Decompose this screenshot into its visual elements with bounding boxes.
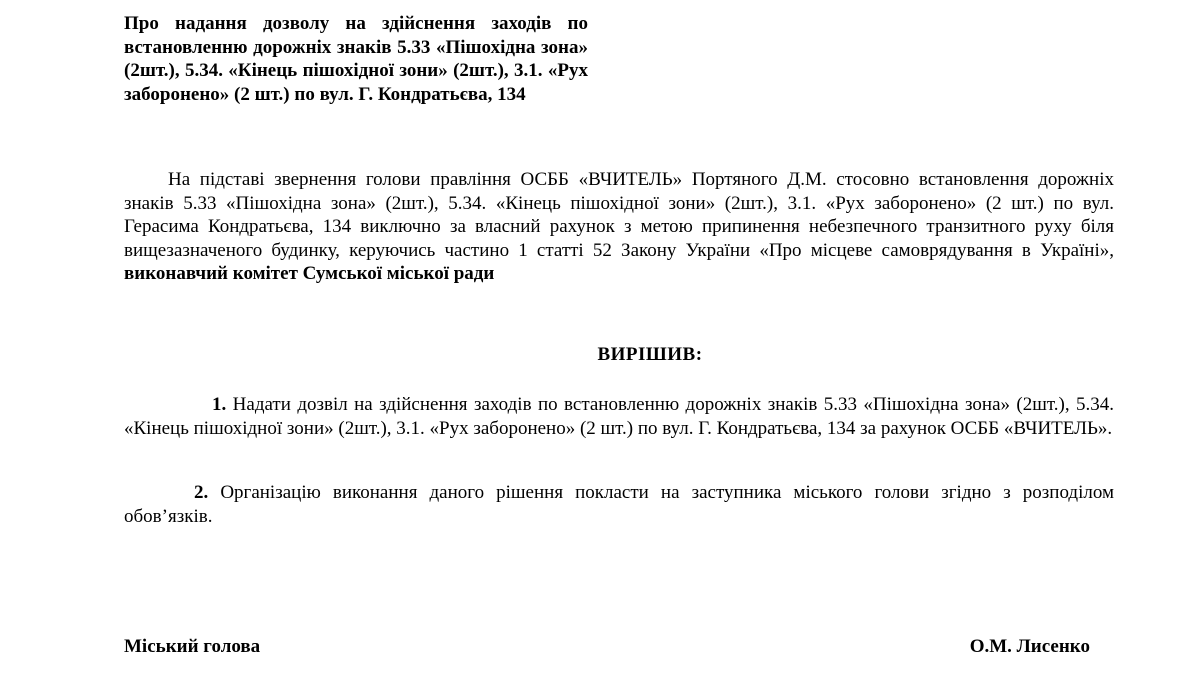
signature-block <box>124 636 1090 658</box>
preamble-authority: виконавчий комітет Сумської міської ради <box>124 263 495 284</box>
signature-name: О.М. Лисенко <box>969 636 1090 657</box>
decision-item-1-text: Надати дозвіл на здійснення заходів по встановленню дорожніх знаків 5.33 «Пішохідна зона» (2шт.), 5.34. «Кінець пішохідної зони» (2шт.), 3.1. «Рух заборонено» (2 шт.) по вул. Г. Кондратьєва, 134 за рахунок ОСББ «ВЧИТЕЛЬ». <box>124 394 1115 439</box>
decision-item-2 <box>124 481 1114 528</box>
preamble-text: На підставі звернення голови правління ОСББ «ВЧИТЕЛЬ» Портяного Д.М. стосовно встановлення дорожніх знаків 5.33 «Пішохідна зона» (2шт.), 5.34. «Кінець пішохідної зони» (2шт.), 3.1. «Рух заборонено» (2 шт.) по вул. Герасима Кондратьєва, 134 виключно за власний рахунок з метою припинення небезпечного транзитного руху біля вищезазначеного будинку, керуючись частино 1 статті 52 Закону України «Про місцеве самоврядування в Україні», <box>124 169 1114 261</box>
document-title: Про надання дозволу на здійснення заходів по встановленню дорожніх знаків 5.33 «Пішохідна зона» (2шт.), 5.34. «Кінець пішохідної зони» (2шт.), 3.1. «Рух заборонено» (2 шт.) по вул. Г. Кондратьєва, 134 <box>124 13 588 105</box>
decided-heading: ВИРІШИВ: <box>597 344 703 365</box>
preamble-paragraph <box>124 168 1114 286</box>
decision-item-1-number: 1. <box>212 394 227 415</box>
signature-position: Міський голова <box>124 636 261 657</box>
decision-item-1 <box>124 393 1114 440</box>
decision-item-2-text: Організацію виконання даного рішення покласти на заступника міського голови згідно з розподілом обов’язків. <box>124 482 1114 527</box>
decision-item-2-number: 2. <box>194 482 209 503</box>
